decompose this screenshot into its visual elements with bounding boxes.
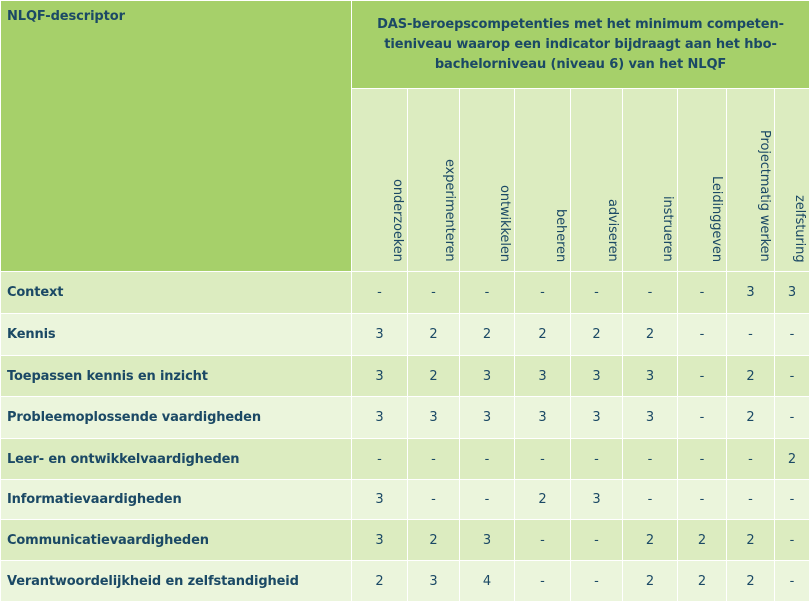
- competency-header-leidinggeven: [678, 89, 727, 272]
- cell-value: 2: [408, 520, 460, 561]
- table-row: [1, 561, 810, 602]
- cell-value: 2: [727, 520, 775, 561]
- competency-label: experimenteren: [442, 159, 457, 262]
- cell-value: -: [408, 480, 460, 520]
- cell-value: 3: [727, 272, 775, 314]
- cell-value: 3: [775, 272, 810, 314]
- cell-value: -: [678, 480, 727, 520]
- competency-label: beheren: [553, 208, 568, 262]
- cell-value: 2: [678, 561, 727, 602]
- cell-value: 3: [352, 480, 408, 520]
- cell-value: -: [678, 314, 727, 356]
- cell-value: 2: [352, 561, 408, 602]
- row-label: Informatievaardigheden: [1, 480, 352, 520]
- cell-value: 3: [571, 356, 623, 397]
- cell-value: -: [775, 520, 810, 561]
- cell-value: 3: [571, 480, 623, 520]
- cell-value: 3: [352, 356, 408, 397]
- cell-value: -: [460, 272, 515, 314]
- cell-value: 2: [460, 314, 515, 356]
- competency-label: Leidinggeven: [709, 176, 724, 262]
- cell-value: 3: [460, 356, 515, 397]
- competencies-title-line-3: bachelorniveau (niveau 6) van het NLQF: [434, 56, 727, 72]
- competencies-title: [352, 1, 810, 89]
- cell-value: -: [408, 272, 460, 314]
- competency-header-zelfsturing: [775, 89, 810, 272]
- competency-label: Projectmatig werken: [757, 130, 772, 262]
- cell-value: 3: [352, 520, 408, 561]
- row-label: Leer- en ontwikkelvaardigheden: [1, 439, 352, 480]
- cell-value: 2: [727, 561, 775, 602]
- cell-value: 2: [408, 314, 460, 356]
- cell-value: 2: [623, 561, 678, 602]
- cell-value: -: [515, 561, 571, 602]
- cell-value: 3: [460, 397, 515, 439]
- row-label: Verantwoordelijkheid en zelfstandigheid: [1, 561, 352, 602]
- table-row: [1, 520, 810, 561]
- cell-value: -: [571, 272, 623, 314]
- competencies-title-line-1: DAS-beroepscompetenties met het minimum competen-: [377, 16, 784, 32]
- cell-value: 3: [352, 397, 408, 439]
- cell-value: -: [727, 314, 775, 356]
- cell-value: -: [571, 561, 623, 602]
- cell-value: -: [571, 520, 623, 561]
- competency-label: onderzoeken: [390, 179, 405, 262]
- cell-value: -: [515, 439, 571, 480]
- cell-value: 2: [678, 520, 727, 561]
- cell-value: -: [460, 480, 515, 520]
- cell-value: -: [460, 439, 515, 480]
- cell-value: -: [678, 272, 727, 314]
- table-row: [1, 397, 810, 439]
- cell-value: -: [775, 480, 810, 520]
- competency-header-adviseren: [571, 89, 623, 272]
- row-label: Context: [1, 272, 352, 314]
- competency-header-ontwikkelen: [460, 89, 515, 272]
- cell-value: -: [775, 561, 810, 602]
- cell-value: 3: [623, 356, 678, 397]
- table-row: [1, 356, 810, 397]
- table-row: [1, 272, 810, 314]
- competency-header-instrueren: [623, 89, 678, 272]
- competencies-title-line-2: tieniveau waarop een indicator bijdraagt aan het hbo-: [384, 36, 777, 52]
- cell-value: 2: [515, 480, 571, 520]
- header-row-top: [1, 1, 810, 89]
- cell-value: 2: [623, 314, 678, 356]
- cell-value: 2: [727, 397, 775, 439]
- table-row: [1, 480, 810, 520]
- cell-value: 3: [515, 356, 571, 397]
- row-label: Probleemoplossende vaardigheden: [1, 397, 352, 439]
- cell-value: -: [352, 439, 408, 480]
- competency-label: instrueren: [660, 196, 675, 262]
- cell-value: -: [623, 272, 678, 314]
- cell-value: -: [727, 480, 775, 520]
- row-label: Kennis: [1, 314, 352, 356]
- competency-label: ontwikkelen: [497, 185, 512, 262]
- cell-value: 3: [515, 397, 571, 439]
- competency-header-experimenteren: [408, 89, 460, 272]
- cell-value: 2: [408, 356, 460, 397]
- competency-header-beheren: [515, 89, 571, 272]
- cell-value: -: [623, 480, 678, 520]
- cell-value: 2: [775, 439, 810, 480]
- competency-label: adviseren: [605, 199, 620, 262]
- cell-value: -: [775, 356, 810, 397]
- competency-label: zelfsturing: [792, 194, 808, 262]
- cell-value: -: [515, 520, 571, 561]
- cell-value: -: [678, 397, 727, 439]
- cell-value: -: [515, 272, 571, 314]
- cell-value: -: [775, 314, 810, 356]
- competency-header-onderzoeken: [352, 89, 408, 272]
- cell-value: 2: [623, 520, 678, 561]
- cell-value: -: [727, 439, 775, 480]
- competency-header-projectmatig-werken: [727, 89, 775, 272]
- cell-value: 2: [727, 356, 775, 397]
- cell-value: 3: [460, 520, 515, 561]
- cell-value: -: [352, 272, 408, 314]
- row-label: Communicatievaardigheden: [1, 520, 352, 561]
- row-label: Toepassen kennis en inzicht: [1, 356, 352, 397]
- cell-value: -: [623, 439, 678, 480]
- cell-value: 2: [515, 314, 571, 356]
- cell-value: 3: [408, 397, 460, 439]
- cell-value: 3: [352, 314, 408, 356]
- cell-value: 3: [408, 561, 460, 602]
- cell-value: -: [678, 356, 727, 397]
- cell-value: -: [408, 439, 460, 480]
- descriptor-header: NLQF-descriptor: [1, 1, 352, 272]
- cell-value: 3: [571, 397, 623, 439]
- cell-value: -: [571, 439, 623, 480]
- cell-value: -: [775, 397, 810, 439]
- table-row: [1, 439, 810, 480]
- table-row: [1, 314, 810, 356]
- cell-value: 4: [460, 561, 515, 602]
- cell-value: 2: [571, 314, 623, 356]
- cell-value: 3: [623, 397, 678, 439]
- cell-value: -: [678, 439, 727, 480]
